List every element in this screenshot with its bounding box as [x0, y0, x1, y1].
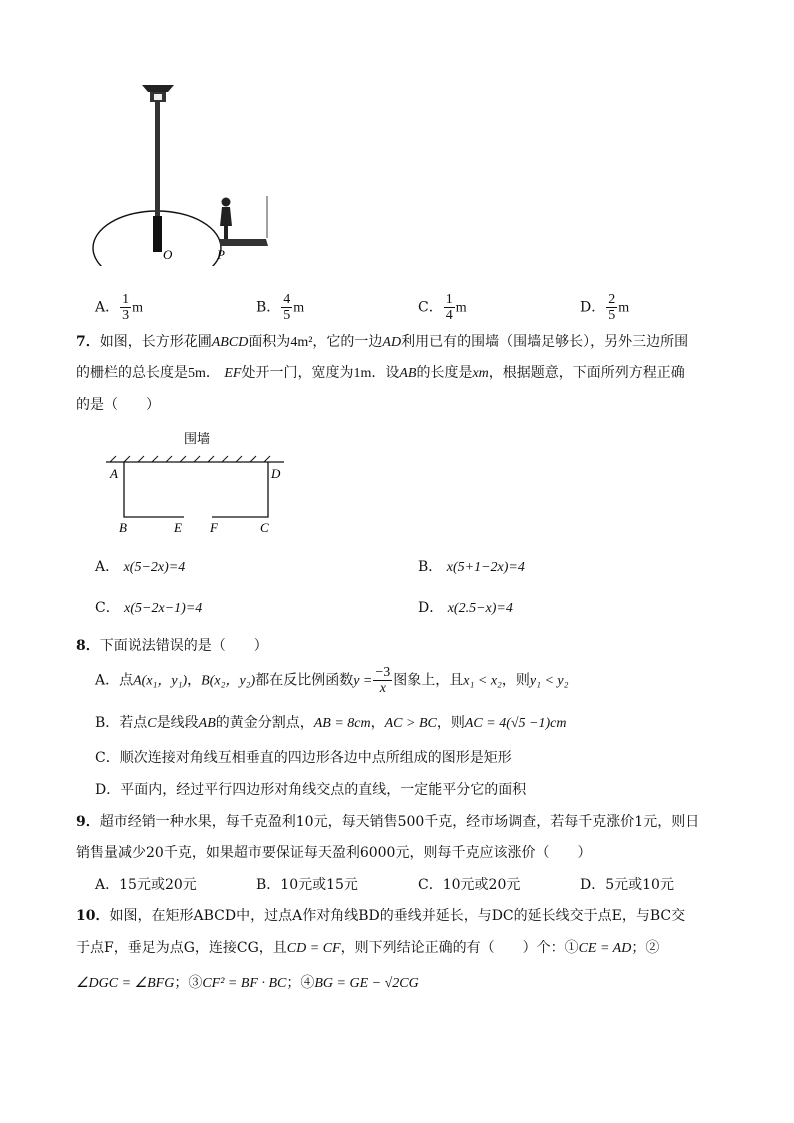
svg-text:E: E [174, 520, 182, 535]
q10-line-2: 于点F，垂足为点G，连接CG，且CD = CF，则下列结论正确的有（ ）个：①CE = AD；② [76, 940, 660, 956]
label-o: O [163, 247, 173, 262]
lamp-pole [155, 102, 160, 218]
q6-option-b[interactable]: B． $\frac{4}{5}$ m [256, 292, 305, 323]
svg-text:C: C [260, 520, 269, 535]
q8-option-b[interactable]: B．若点C是线段AB的黄金分割点，AB = 8cm，AC > BC，则AC = 4(√5 −1)cm [95, 715, 567, 731]
person-icon [220, 196, 267, 240]
svg-text:D: D [271, 466, 281, 481]
q9-line-2: 销售量减少20千克，如果超市要保证每天盈利6000元，则每千克应该涨价（ ） [76, 845, 592, 861]
label-p: P [217, 247, 225, 262]
q9-line-1: 9．超市经销一种水果，每千克盈利10元，每天销售500千克，经市场调查，若每千克涨价1元，则日 [76, 814, 700, 830]
q7-line-2: 的栅栏的总长度是5m． EF处开一门，宽度为1m．设AB的长度是xm，根据题意，下面所列方程正确 [76, 365, 685, 381]
q6-option-a[interactable]: A． $\frac{1}{3}$ m [95, 292, 144, 323]
lamp-head-icon [142, 85, 174, 92]
q6-option-c[interactable]: C． $\frac{1}{4}$ m [418, 292, 467, 323]
wall-label: 围墙 [184, 431, 211, 446]
q7-option-d[interactable]: D． x(2.5−x)=4 [418, 600, 513, 616]
q10-line-1: 10．如图，在矩形ABCD中，过点A作对角线BD的垂线并延长，与DC的延长线交于点E，与BC交 [76, 908, 686, 924]
q9-option-c[interactable]: C．10元或20元 [418, 877, 521, 893]
lamp-shadow-figure [88, 76, 278, 266]
q8-stem: 8．下面说法错误的是（ ） [76, 638, 268, 654]
q10-line-3: ∠DGC = ∠BFG；③CF² = BF · BC；④BG = GE − √2CG [76, 975, 419, 991]
q6-option-d[interactable]: D． $\frac{2}{5}$ m [580, 292, 630, 323]
q7-option-a[interactable]: A． x(5−2x)=4 [95, 559, 186, 575]
fence-figure [100, 426, 290, 540]
q9-option-a[interactable]: A．15元或20元 [95, 877, 197, 893]
q7-line-3: 的是（ ） [76, 397, 160, 413]
q7-option-c[interactable]: C． x(5−2x−1)=4 [95, 600, 203, 616]
q7-line-1: 7．如图，长方形花圃ABCD面积为4m²，它的一边AD利用已有的围墙（围墙足够长），另外三边所围 [76, 334, 689, 350]
q7-option-b[interactable]: B． x(5+1−2x)=4 [418, 559, 525, 575]
q8-option-d[interactable]: D．平面内，经过平行四边形对角线交点的直线，一定能平分它的面积 [95, 782, 527, 798]
svg-text:B: B [119, 520, 127, 535]
q9-option-d[interactable]: D．5元或10元 [580, 877, 674, 893]
person-shadow [220, 239, 268, 246]
svg-text:F: F [210, 520, 218, 535]
q8-option-a[interactable]: A．点A(x₁，y₁)，B(x₂，y₂)都在反比例函数y = $\frac{-3}{x}$ 图象上，且x₁ < x₂，则y₁ < y₂ [95, 665, 569, 696]
svg-text:A: A [110, 466, 118, 481]
q9-option-b[interactable]: B．10元或15元 [256, 877, 358, 893]
q8-option-c[interactable]: C．顺次连接对角线互相垂直的四边形各边中点所组成的图形是矩形 [95, 750, 512, 766]
